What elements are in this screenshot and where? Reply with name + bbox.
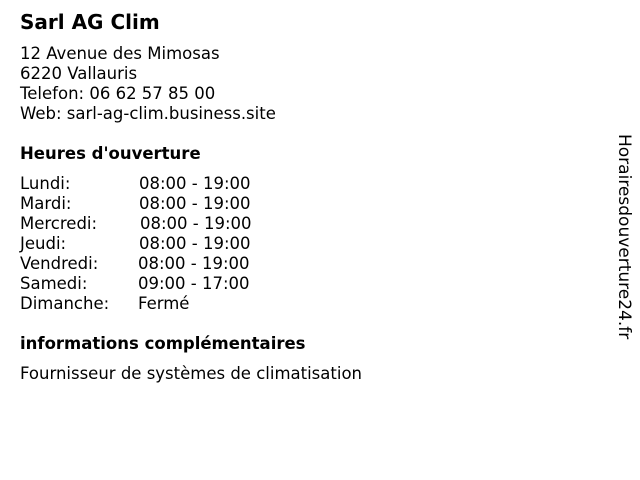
day-label: Mardi: [20,194,72,213]
additional-info-heading: informations complémentaires [20,334,306,353]
watermark-site-name: Horairesdouverture24.fr [614,134,634,340]
business-name: Sarl AG Clim [20,10,160,34]
day-label: Dimanche: [20,294,110,313]
time-range: 08:00 - 19:00 [138,254,250,273]
website-line: Web: sarl-ag-clim.business.site [20,104,276,123]
day-label: Samedi: [20,274,88,293]
day-label: Lundi: [20,174,71,193]
address-block [20,44,276,124]
time-range: 08:00 - 19:00 [139,234,251,253]
time-range: Fermé [138,294,190,313]
additional-info-text: Fournisseur de systèmes de climatisation [20,364,362,383]
time-range: 09:00 - 17:00 [138,274,250,293]
time-range: 08:00 - 19:00 [139,194,251,213]
day-label: Vendredi: [20,254,99,273]
day-label: Jeudi: [20,234,67,253]
city-postal: 6220 Vallauris [20,64,138,83]
time-range: 08:00 - 19:00 [139,174,251,193]
phone-line: Telefon: 06 62 57 85 00 [20,84,216,103]
time-range: 08:00 - 19:00 [140,214,252,233]
day-label: Mercredi: [20,214,98,233]
opening-hours-heading: Heures d'ouverture [20,144,201,163]
street-address: 12 Avenue des Mimosas [20,44,220,63]
